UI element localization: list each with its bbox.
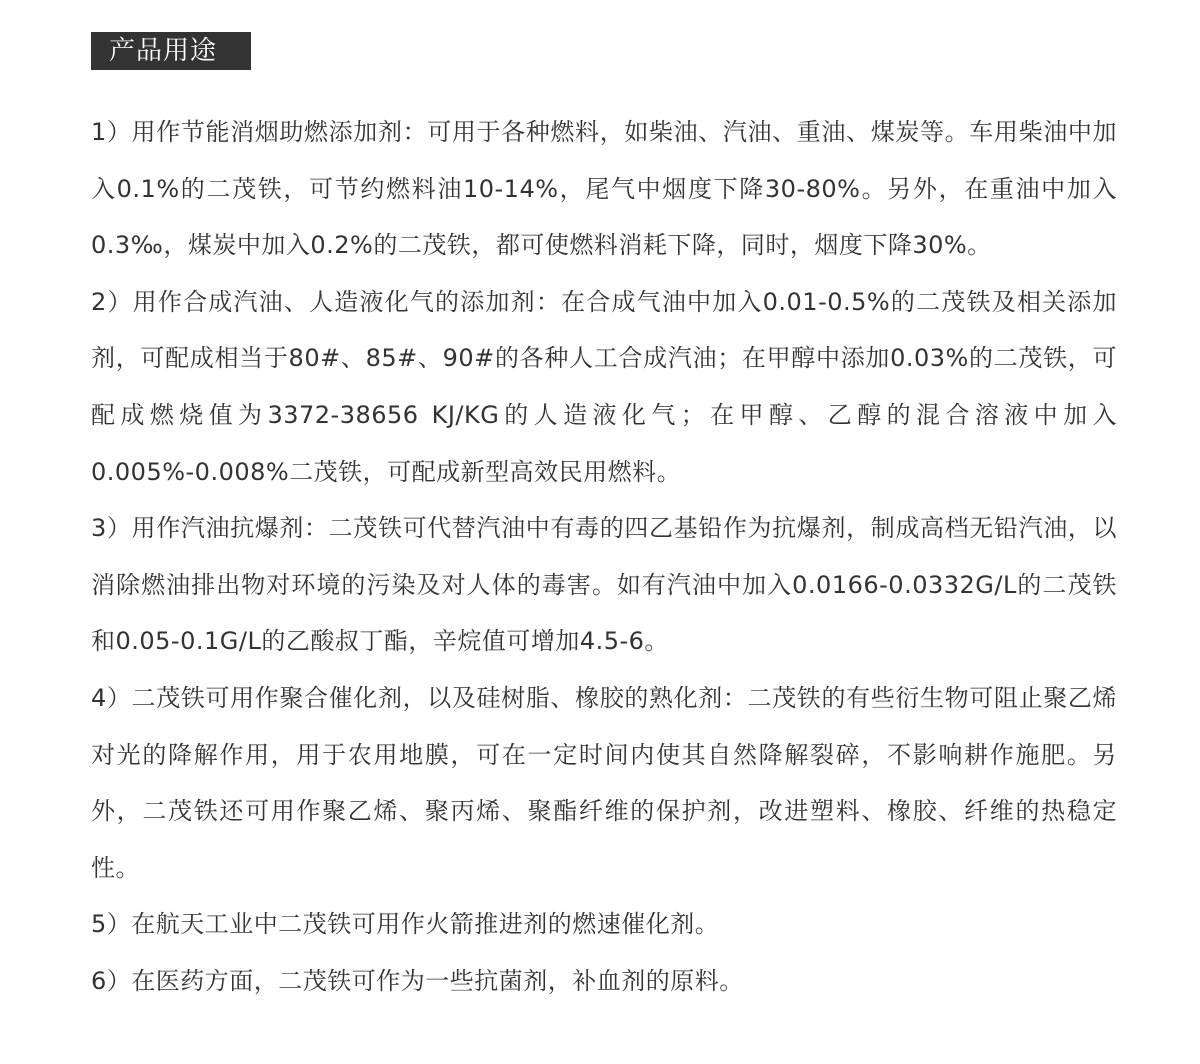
section-title: 产品用途 (91, 32, 251, 70)
usage-item-3: 3）用作汽油抗爆剂：二茂铁可代替汽油中有毒的四乙基铅作为抗爆剂，制成高档无铅汽油，以消除燃油排出物对环境的污染及对人体的毒害。如有汽油中加入0.0166-0.0332G/L的二茂铁和0.05-0.1G/L的乙酸叔丁酯，辛烷值可增加4.5-6。 (91, 514, 1117, 656)
usage-item-2: 2）用作合成汽油、人造液化气的添加剂：在合成气油中加入0.01-0.5%的二茂铁及相关添加剂，可配成相当于80#、85#、90#的各种人工合成汽油；在甲醇中添加0.03%的二茂铁，可配成燃烧值为3372-38656 KJ/KG的人造液化气；在甲醇、乙醇的混合溶液中加入0.005%-0.008%二茂铁，可配成新型高效民用燃料。 (91, 287, 1117, 486)
usage-item-1: 1）用作节能消烟助燃添加剂：可用于各种燃料，如柴油、汽油、重油、煤炭等。车用柴油中加入0.1%的二茂铁，可节约燃料油10-14%，尾气中烟度下降30-80%。另外，在重油中加入0.3‰，煤炭中加入0.2%的二茂铁，都可使燃料消耗下降，同时，烟度下降30%。 (91, 118, 1117, 260)
usage-item-5: 5）在航天工业中二茂铁可用作火箭推进剂的燃速催化剂。 (91, 910, 720, 939)
usage-item-4: 4）二茂铁可用作聚合催化剂，以及硅树脂、橡胶的熟化剂：二茂铁的有些衍生物可阻止聚乙烯对光的降解作用，用于农用地膜，可在一定时间内使其自然降解裂碎，不影响耕作施肥。另外，二茂铁还可用作聚乙烯、聚丙烯、聚酯纤维的保护剂，改进塑料、橡胶、纤维的热稳定性。 (91, 683, 1117, 882)
usage-list (91, 104, 1117, 1010)
usage-item-6: 6）在医药方面，二茂铁可作为一些抗菌剂，补血剂的原料。 (91, 966, 744, 995)
